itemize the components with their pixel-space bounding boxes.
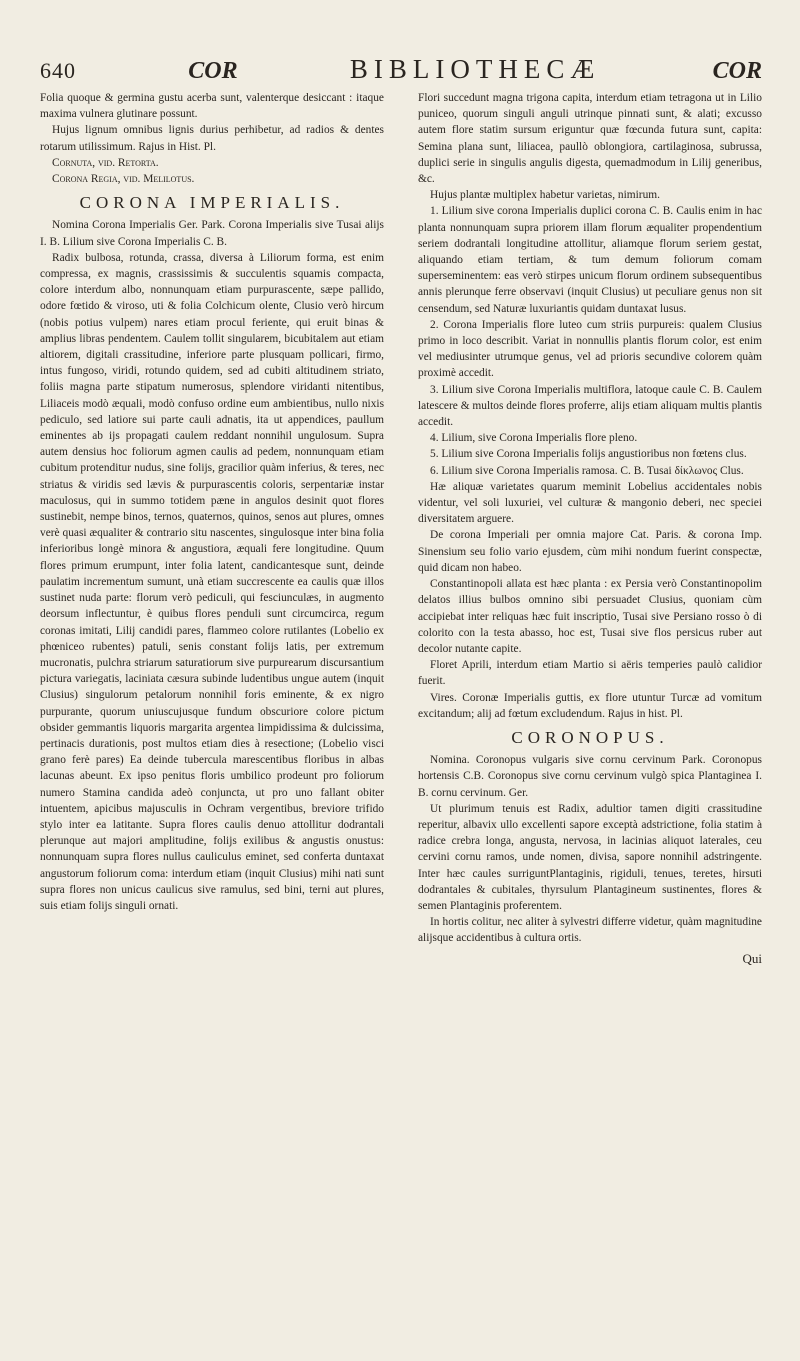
paragraph: Hujus plantæ multiplex habetur varietas, nimirum. — [430, 189, 660, 202]
paragraph: 1. Lilium sive corona Imperialis duplici corona C. B. Caulis enim in hac planta nonnunquam supra priorem illam florum æqualiter propendentium seriem dodrantali longitudine attollitur, aliamque florum seriem gestat, aliquando etiam tertiam, & tum demum foliorum comam superseminentem: eas verò stirpes unicum florum ordinem subsequentibus annis plerunque ferre observavi (inquit Clusius) ut peculiare genus non sit censendum, sed Naturæ luxuriantis quidam duntaxat lusus. — [418, 205, 762, 315]
paragraph: Radix bulbosa, rotunda, crassa, diversa à Liliorum forma, est enim compressa, ex magnis, crassissimis & succulentis squamis compacta, colore interdum albo, nonnunquam etiam purpurascente, sæpe pallido, odore fœtido & viroso, uti & folia Colchicum olente, Clusio verò hircum (nobis potius vulpem) nares etiam procul feriente, qui eruit binas & amplius libras pendentem. Caulem tollit singularem, bicubitalem aut etiam altiorem, digitali crassitudine, inferiore parte plusquam pollicari, firmo, intus fungoso, viridi, rotundo quidem, sed ad cubiti altitudinem striato, foliis magna parte stipatum numerosus, splendore viridanti nitentibus, Liliaceis modò æquali, modò confuso ordine eum ambientibus, nullo nixis pediculo, sed latiore sui parte cauli adnatis, ita ut appendices, paullum eminentes ab ijs propagati caulem reddant nonnihil ungulosum. Supra autem densius hoc foliorum agmen caulis ad pedem, nonnunquam etiam cubitum protenditur nudus, sine folijs, gracilior quàm inferius, & teres, nec striatus & viridis sed lævis & purpurascentis coloris, serpentariæ instar maculosus, qui in summo totidem pæne in angulos desinit quot flores sustinebit, nempe binos, ternos, quaternos, quinos, senos aut plures, omnes verè quasi æqualiter & contrario situ nascentes, singulosque inter bina folia inferioribus longè minora & angustiora, æquali fere longitudine. Quum flores primum erumpunt, inter folia latent, candicantesque sunt, deinde paulatim incrementum sumunt, unà etiam succrescente ea caulis quæ illos sustinet nuda parte: florum verò pediculi, qui fesciunculæs, in augmento deorsum inflectuntur, è quibus flores penduli sunt circumcirca, regum coronas imitati, Lilij candidi pares, flammeo colore rutilantes (Lobelio ex phœniceo rubentes) patuli, senis constant folijs latis, per extremum mucronatis, pulchra striarum saturatiorum sive purpurearum discursantium pictura variegatis, laciniata cæsura subinde ludentibus ungue autem (inquit Clusius) singulorum petalorum nonnihil foris eminente, & ex nigro purpurante, quorum uniuscujusque fundum obscuriore colore pictum obsider gemmantis liquoris margarita argentea limpidissima & dulcissima, pertinacis durationis, post multos etiam dies à resectione; (Lobelio visci grano ferè pares) Ea deinde tubercula marescentibus floribus in albas lacunas abeunt. Ex ipso penitus floris umbilico prodeunt pro foliorum numero Stamina candida adeò conjuncta, ut pro uno fallant obiter intuentem, apicibus majusculis in Ochram vergentibus, breviore trifido stylo inter ea latitante. Supra flores caulis denuo attollitur dodrantali plerunque aut majori amplitudine, folijs exilibus & angustis onustus: nonnunquam supra flores nullus cauliculus eminet, sed conferta duntaxat angustorum foliorum coma: interdum etiam (inquit Clusius) mihi nati sunt supra flores non unicus caulicus sive ramulus, sed bini, terni aut plures, suis etiam folijs singuli ornati. — [40, 251, 384, 912]
paragraph: In hortis colitur, nec aliter à sylvestri differre videtur, quàm magnitudine alijsque accidentibus à cultura ortis. — [418, 916, 762, 945]
paragraph: Nomina. Coronopus vulgaris sive cornu cervinum Park. Coronopus hortensis C.B. Coronopus sive cornu cervinum vulgò spica Plantaginea I. B. cornu cervinum. Ger. — [418, 754, 762, 799]
page-number: 640 — [40, 58, 76, 83]
paragraph: Floret Aprili, interdum etiam Martio si aëris temperies paulò calidior fuerit. — [418, 659, 762, 688]
left-column — [40, 90, 384, 1331]
paragraph: Folia quoque & germina gustu acerba sunt, valenterque desiccant : itaque maxima vulnera glutinare possunt. — [40, 92, 384, 121]
right-catchword: COR — [712, 58, 762, 84]
paragraph: Nomina Corona Imperialis Ger. Park. Corona Imperialis sive Tusai alijs I. B. Lilium sive Corona Imperialis C. B. — [40, 219, 384, 248]
paragraph: Hujus lignum omnibus lignis durius perhibetur, ad radios & dentes rotarum utilissimum. Rajus in Hist. Pl. — [40, 124, 384, 153]
paragraph: 2. Corona Imperialis flore luteo cum striis purpureis: qualem Clusius primo in loco describit. Variat in nonnullis plantis florum color, est enim vel mediusinter utrumque genus, vel ad prioris secundive colorem quàm proximè accedit. — [418, 318, 762, 380]
paragraph: 3. Lilium sive Corona Imperialis multiflora, latoque caule C. B. Caulem latescere & multos deinde flores proferre, alijs etiam aliquam multis plantis accedit. — [418, 383, 762, 429]
paragraph: De corona Imperiali per omnia majore Cat. Paris. & corona Imp. Sinensium seu folio vario ejusdem, cùm mihi nondum fuerint conspectæ, quid dicam non habeo. — [418, 529, 762, 574]
section-heading: CORONOPUS. — [511, 727, 669, 747]
running-head — [40, 54, 762, 88]
paragraph: Constantinopoli allata est hæc planta : ex Persia verò Constantinopolim delatos illius bulbos omnino sibi persuadet Clusius, quoniam cùm accipiebat inter reliquas hæc fuit inscriptio, Tusai sive Persiano rosso ò di colorito con la testa abasso, hoc est, Tusai sive flos persicus ruber aut decolor nutante capite. — [418, 578, 762, 655]
paragraph: Ut plurimum tenuis est Radix, adultior tamen digiti crassitudine reperitur, albavix ullo excellenti sapore exceptà adstrictione, folia statim à radice crebra longa, angusta, nervosa, in lacinias aliquot laterales, ceu cervini cornu ramos, unde nomen, divisa, sapore nonnihil adstringente. Inter hæc caules surriguntPlantaginis, rigiduli, tenues, teretes, hirsuti dodrantales & cubitales, thyrsulum Plantagineum sustinentes, flores & semen Plantaginis proferentem. — [418, 802, 762, 912]
paragraph: Flori succedunt magna trigona capita, interdum etiam tetragona ut in Lilio puniceo, quorum singuli anguli utrinque pinnati sunt, & alati; excusso autem flore statim sursum eriguntur quæ fœcunda futura sunt, capita: Semina plana sunt, liliacea, paullò oblongiora, cartilaginosa, subrussa, duplici serie in singulis angulis digesta, quemadmodum in Lilij generibus, &c. — [418, 92, 762, 186]
paragraph: Hæ aliquæ varietates quarum meminit Lobelius accidentales nobis videntur, vel soli luxuriei, vel culturæ & mangonio deberi, nec speciei diversitatem arguere. — [418, 480, 762, 526]
column-gutter — [401, 90, 402, 1331]
left-catchword: COR — [188, 58, 238, 84]
catchword: Qui — [742, 950, 762, 966]
section-heading: CORONA IMPERIALIS. — [79, 193, 345, 213]
text-columns — [40, 90, 762, 1331]
paragraph: 4. Lilium, sive Corona Imperialis flore pleno. — [430, 432, 638, 445]
paragraph: Vires. Coronæ Imperialis guttis, ex flore utuntur Turcæ ad vomitum excitandum; alij ad fœtum excludendum. Rajus in hist. Pl. — [418, 691, 762, 720]
cross-reference: Corona Regia, vid. Melilotus. — [52, 173, 195, 186]
running-title: BIBLIOTHECÆ — [349, 54, 601, 84]
cross-reference: Cornuta, vid. Retorta. — [52, 156, 159, 169]
right-column — [418, 90, 762, 1331]
paragraph: 5. Lilium sive Corona Imperialis folijs angustioribus non fœtens clus. — [430, 448, 747, 461]
paragraph: 6. Lilium sive Corona Imperialis ramosa. C. B. Tusai δίκλωνος Clus. — [430, 464, 744, 477]
